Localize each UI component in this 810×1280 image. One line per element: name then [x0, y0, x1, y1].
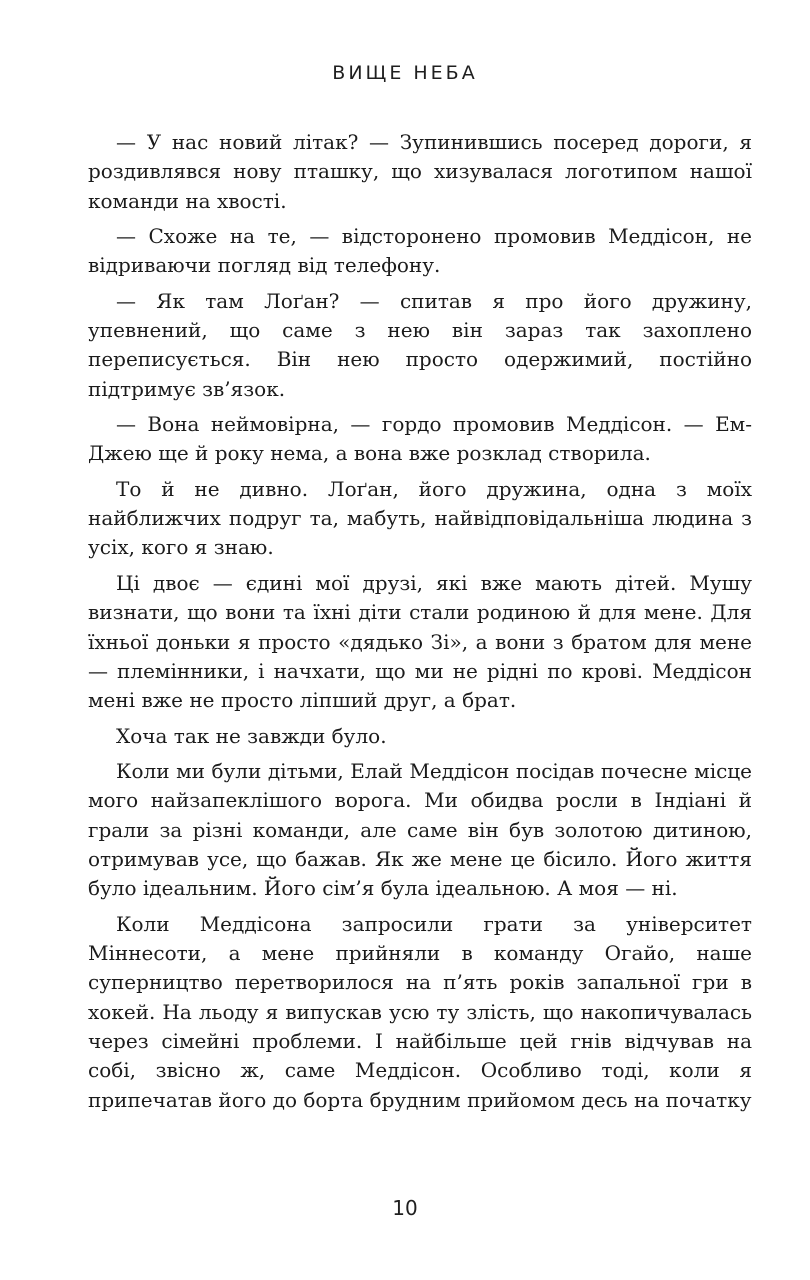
paragraph: — Схоже на те, — відсторонено промовив Меддісон, не відриваючи погляд від телефону. [88, 224, 752, 278]
page-number: 10 [392, 1196, 418, 1220]
body-text [88, 128, 752, 1121]
paragraph: Коли Меддісона запросили грати за університет Міннесоти, а мене прийняли в команду Огайо, наше суперництво перетворилося на п’ять років запальної гри в хокей. На льоду я випускав усю ту злість, що накопичувалась через сімейні проблеми. І найбільше цей гнів відчував на собі, звісно ж, саме Меддісон. Особливо тоді, коли я припечатав його до борта брудним прийомом десь на початку [88, 911, 752, 1112]
running-head: ВИЩЕ НЕБА [332, 62, 478, 84]
paragraph: Ці двоє — єдині мої друзі, які вже мають дітей. Мушу визнати, що вони та їхні діти стали родиною й для мене. Для їхньої доньки я просто «дядько Зі», а вони з братом для мене — племінники, і начхати, що ми не рідні по крові. Меддісон мені вже не просто ліпший друг, а брат. [88, 570, 752, 713]
paragraph: Коли ми були дітьми, Елай Меддісон посідав почесне місце мого найзапеклішого ворога. Ми обидва росли в Індіані й грали за різні команди, але саме він був золотою дитиною, отримував усе, що бажав. Як же мене це бісило. Його життя було ідеальним. Його сім’я була ідеальною. А моя — ні. [88, 758, 752, 901]
paragraph: — У нас новий літак? — Зупинившись посеред дороги, я роздивлявся нову пташку, що хизувалася логотипом нашої команди на хвості. [88, 130, 752, 213]
paragraph: То й не дивно. Лоґан, його дружина, одна з моїх найближчих подруг та, мабуть, найвідповідальніша людина з усіх, кого я знаю. [88, 476, 752, 560]
paragraph: Хоча так не завжди було. [116, 723, 387, 748]
paragraph: — Як там Лоґан? — спитав я про його дружину, упевнений, що саме з нею він зараз так захоплено переписується. Він нею просто одержимий, постійно підтримує зв’язок. [88, 288, 752, 401]
paragraph: — Вона неймовірна, — гордо промовив Меддісон. — Ем-Джею ще й року нема, а вона вже розклад створила. [88, 412, 752, 466]
